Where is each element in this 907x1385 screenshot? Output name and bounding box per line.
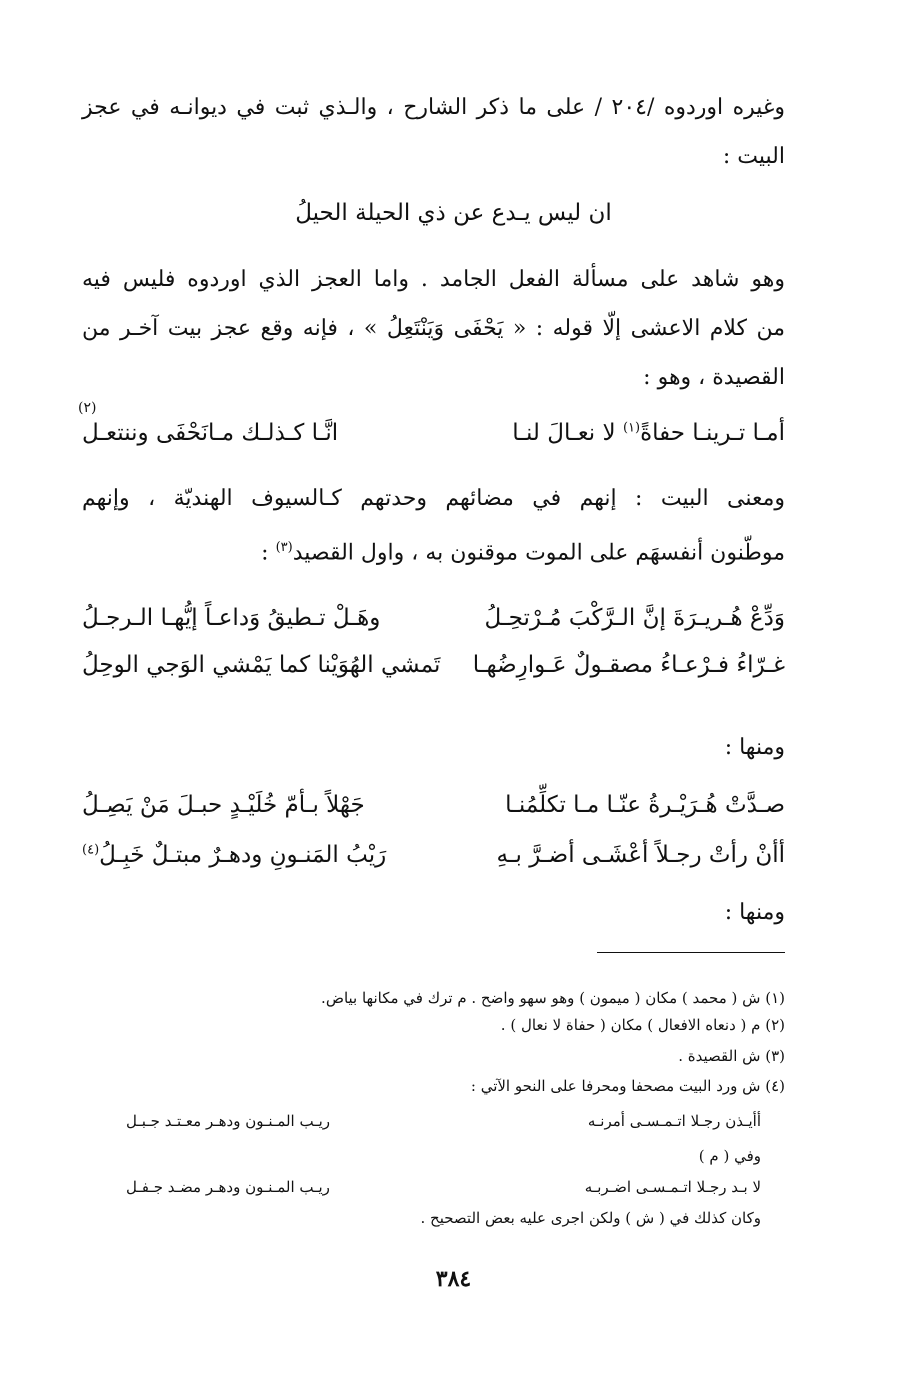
page-number: ٣٨٤ <box>435 1266 472 1292</box>
verse0-right-end: لا نعـالَ لنـا <box>512 420 623 446</box>
verse2-right-hemistich: غـرّاءُ فـرْعـاءُ مصقـولٌ عَـوارِضُهـا <box>472 652 785 678</box>
footnote-4-verse2-left: ريـب المـنـون ودهـر مضـد جـفـل <box>126 1178 330 1196</box>
footnote-4-verse1-right: أأيـذن رجـلا اتـمـسـى أمرنـه <box>587 1112 761 1130</box>
verse0-left-text: انَّـا كـذلـك مـانَحْفَى وننتعـل <box>82 420 339 446</box>
paragraph3-line2 <box>261 533 785 568</box>
footnote-2: (٢) م ( دنعاه الافعال ) مكان ( حفاة لا نعال ) . <box>500 1016 785 1034</box>
paragraph3-line2-text: موطّنون أنفسهَم على الموت موقنون به ، واول القصيد <box>292 540 785 566</box>
paragraph3-line1: ومعنى البيت : إنهم في مضائهم وحدتهم كـالسيوف الهنديّة ، وإنهم <box>82 486 785 511</box>
paragraph1-line1: وغيره اوردوه /٢٠٤ / على ما ذكر الشارح ، والـذي ثبت في ديوانـه في عجز <box>82 95 786 120</box>
verse0-right-text: أمـا تـرينـا حفاةً <box>640 420 785 446</box>
minha-label-1: ومنها : <box>724 735 785 760</box>
footnote-ref-2: (٢) <box>78 400 97 416</box>
footnote-3: (٣) ش القصيدة . <box>678 1047 785 1065</box>
paragraph2-line3: القصيدة ، وهو : <box>643 365 785 390</box>
footnote-4-end: وكان كذلك في ( ش ) ولكن اجرى عليه بعض التصحيح . <box>420 1209 761 1227</box>
footnote-4-m-note: وفي ( م ) <box>698 1147 761 1165</box>
verse2-left-hemistich: تَمشي الهُوَيْنا كما يَمْشي الوَجي الوحِلُ <box>82 652 441 678</box>
verse4-left-hemistich <box>82 842 386 868</box>
paragraph1-line2: البيت : <box>722 144 785 169</box>
verse1-right-hemistich: وَدِّعْ هُـريـرَةَ إنَّ الـرَّكْبَ مُـرْتحِـلُ <box>484 605 785 631</box>
footnote-separator <box>597 952 785 953</box>
minha-label-2: ومنها : <box>724 900 785 925</box>
verse0-left-hemistich <box>82 420 338 446</box>
paragraph2-line1: وهو شاهد على مسألة الفعل الجامد . واما العجز الذي اوردوه فليس فيه <box>82 267 785 292</box>
footnote-4: (٤) ش ورد البيت مصحفا ومحرفا على النحو الآتي : <box>470 1077 785 1095</box>
footnote-4-verse2-right: لا بـد رجـلا اتـمـسـى اضـربـه <box>584 1178 761 1196</box>
verse3-left-hemistich: جَهْلاً بـأمّ خُلَيْـدٍ حبـلَ مَنْ يَصِـلُ <box>82 792 365 818</box>
verse4-right-hemistich: أأنْ رأتْ رجـلاً أعْشَـى أضـرَّ بـهِ <box>496 842 785 868</box>
paragraph3-line2-end: : <box>261 540 276 566</box>
footnote-4-verse1-left: ريـب المـنـون ودهـر معـتـد جـبـل <box>126 1112 331 1130</box>
footnote-ref-4: (٤) <box>82 842 100 858</box>
paragraph2-line2: من كلام الاعشى إلّا قوله : « يَحْفَى وَيَنْتَعِلُ » ، فإنه وقع عجز بيت آخـر من <box>82 316 785 341</box>
verse1-left-hemistich: وهَـلْ تـطيقُ وَداعـاً إيُّهـا الـرجـلُ <box>82 605 381 631</box>
footnote-1: (١) ش ( محمد ) مكان ( ميمون ) وهو سهو واضح . م ترك في مكانها بياض. <box>321 989 785 1007</box>
verse0-right-hemistich <box>512 420 785 446</box>
footnote-ref-1: (١) <box>622 420 641 436</box>
verse4-left-text: رَيْبُ المَنـونِ ودهـرٌ مبتـلٌ خَبِـلُ <box>99 842 387 868</box>
quoted-hemistich: ان ليس يـدع عن ذي الحيلة الحيلُ <box>295 200 612 226</box>
verse3-right-hemistich: صـدَّتْ هُـرَيْـرةُ عنّـا مـا تكلِّمُنـا <box>505 792 785 818</box>
footnote-ref-3: (٣) <box>275 540 293 555</box>
